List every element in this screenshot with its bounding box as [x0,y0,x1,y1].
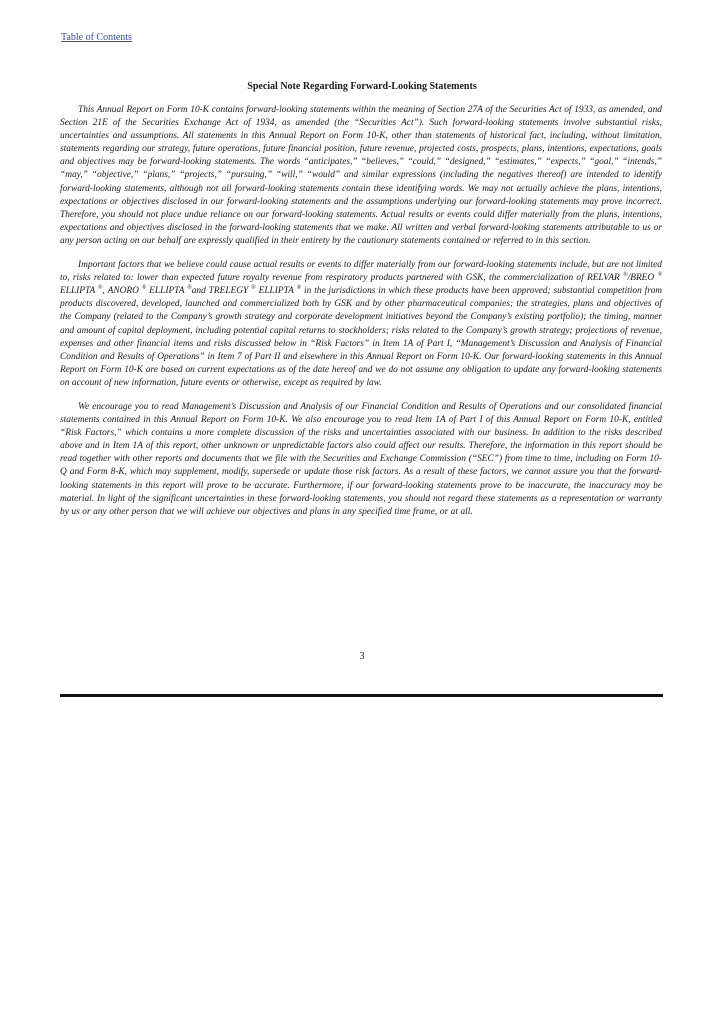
paragraph-important-factors [60,259,662,390]
registered-mark: ® [187,285,192,292]
registered-mark: ® [296,285,302,292]
section-heading: Special Note Regarding Forward-Looking Statements [247,81,477,92]
paragraph-text-segment: Important factors that we believe could cause actual results or events to differ materially from our forward-looking statements include, but are not limited to, risks related to: lower than expected future royalty revenue from respiratory products partnered with GSK, the commercialization of RELVAR [60,260,662,284]
paragraph-text-segment: and TRELEGY [191,286,249,297]
registered-mark: ® [97,285,103,292]
paragraph-text-segment: in the jurisdictions in which these products have been approved; substantial competition from products discovered, developed, launched and commercialized both by GSK and by other pharmaceutical companies; the strategies, plans and objectives of the Company (related to the Company’s growth strategy and corporate development initiatives beyond the Company’s existing portfolio); the timing, manner and amount of capital deployment, including potential capital returns to stockholders; risks related to the Company’s growth strategy; projections of revenue, expenses and other financial items and risks discussed below in “Risk Factors” in Item 1A of Part I, “Management’s Discussion and Analysis of Financial Condition and Results of Operations” in Item 7 of Part II and elsewhere in this Annual Report on Form 10-K. Our forward-looking statements in this Annual Report on Form 10-K are based on current expectations as of the date hereof and we do not assume any obligation to update any forward-looking statements on account of new information, future events or otherwise, except as required by law. [60,286,663,388]
paragraph-text-segment: ELLIPTA [60,286,96,297]
paragraph-forward-looking-intro: This Annual Report on Form 10-K contains forward-looking statements within the meaning of Section 27A of the Securities Act of 1933, as amended, and Section 21E of the Securities Exchange Act of 1934, as amended (the “Securities Act”). Such forward-looking statements involve substantial risks, uncertainties and assumptions. All statements in this Annual Report on Form 10-K, other than statements of historical fact, including, without limitation, statements regarding our strategy, future operations, future financial position, future revenue, projected costs, prospects, plans, intentions, expectations, goals and objectives may be forward-looking statements. The words “anticipates,” “believes,” “could,” “designed,” “estimates,” “expects,” “goal,” “intends,” “may,” “objective,” “plans,” “projects,” “pursuing,” “will,” “would” and similar expressions (including the negatives thereof) are intended to identify forward-looking statements, although not all forward-looking statements contain these identifying words. We may not actually achieve the plans, intentions, expectations or objectives disclosed in our forward-looking statements and the assumptions underlying our forward-looking statements may prove incorrect. Therefore, you should not place undue reliance on our forward-looking statements. Actual results or events could differ materially from the plans, intentions, expectations and objectives disclosed in the forward-looking statements that we make. All written and verbal forward-looking statements attributable to us or any person acting on our behalf are expressly qualified in their entirety by the cautionary statements contained or referred to in this section. [60,105,662,246]
registered-mark: ® [623,272,628,278]
table-of-contents-link[interactable]: Table of Contents [61,32,132,43]
registered-mark: ® [141,285,147,292]
paragraph-text-segment: ELLIPTA [255,286,294,297]
paragraph-encouragement: We encourage you to read Management’s Discussion and Analysis of our Financial Condition and Results of Operations and our consolidated financial statements contained in this Annual Report on Form 10-K. We also encourage you to read Item 1A of Part I of this Annual Report on Form 10-K, entitled “Risk Factors,” which contains a more complete discussion of the risks and uncertainties associated with our business. In addition to the risks described above and in Item 1A of this report, other unknown or unpredictable factors also could affect our results. Therefore, the information in this report should be read together with other reports and documents that we file with the Securities and Exchange Commission (“SEC”) from time to time, including on Form 10-Q and Form 8-K, which may supplement, modify, supersede or update those risk factors. As a result of these factors, we cannot assure you that the forward-looking statements in this report will prove to be accurate. Furthermore, if our forward-looking statements prove to be inaccurate, the inaccuracy may be material. In light of the significant uncertainties in these forward-looking statements, you should not regard these statements as a representation or warranty by us or any other person that we will achieve our objectives and plans in any specified time frame, or at all. [60,401,662,517]
page-divider [60,694,663,697]
registered-mark: ® [251,285,256,292]
paragraph-text-segment: /BREO [627,273,655,284]
body-text [60,104,662,530]
paragraph-text-segment: , ANORO [102,286,139,297]
page-number: 3 [359,651,365,662]
paragraph-text-segment: ELLIPTA [146,286,185,297]
registered-mark: ® [657,272,662,278]
